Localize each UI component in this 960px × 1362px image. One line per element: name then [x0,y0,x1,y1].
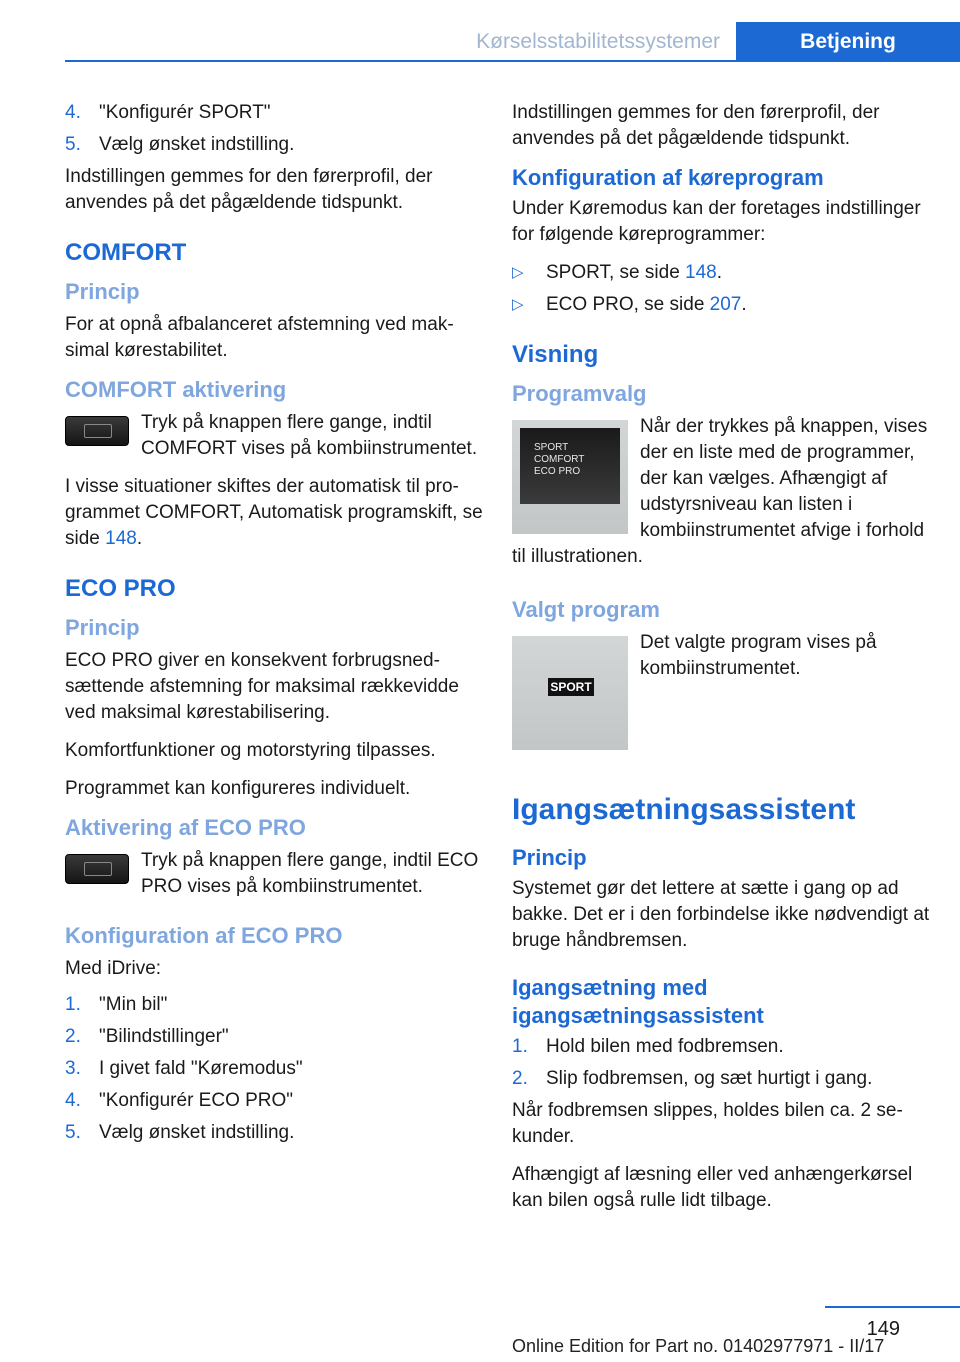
heading-programvalg: Programvalg [512,381,647,406]
display-option: ECO PRO [534,466,581,477]
list-item [65,992,483,1018]
list-item-text [546,292,747,318]
step-number: 5. [65,1122,81,1143]
paragraph: For at opnå afbalanceret afstemning ved maksimal kørestabilitet. [65,314,454,361]
bullet-text: . [716,262,723,283]
step-text: Hold bilen med fodbremsen. [546,1036,784,1057]
heading-comfort-activation: COMFORT aktivering [65,377,287,402]
list-item [65,132,483,158]
valgt-program-block [512,630,930,754]
paragraph: Afhængigt af læsning eller ved anhængerkørsel kan bilen også rulle lidt tilbage. [512,1164,913,1211]
sport-indicator: SPORT [548,678,594,696]
drive-program-list [512,260,930,318]
page-header [0,0,960,62]
eco-button-instruction [65,848,483,900]
step-number: 3. [65,1058,81,1079]
step-text: Vælg ønsket indstilling. [99,134,295,155]
heading-eco-activation: Aktivering af ECO PRO [65,815,306,840]
page-link-148[interactable]: 148 [685,262,717,283]
bullet-text: . [741,294,747,315]
header-section-title: Kørselsstabilitetssystemer [476,30,720,53]
list-item [65,1120,483,1146]
step-number: 4. [65,102,81,123]
heading-drive-program-config: Konfiguration af køreprogram [512,165,824,190]
paragraph [65,474,483,552]
bullet-text: ECO PRO, se side [546,294,710,315]
right-column [512,100,930,1226]
heading-eco-config: Konfiguration af ECO PRO [65,923,343,948]
programvalg-block [512,414,930,582]
paragraph: Indstillingen gemmes for den førerprofil, der anvendes på det pågældende tidspunkt. [512,102,880,149]
edition-text: Online Edition for Part no. 01402977971 - II/17 [512,1336,885,1356]
list-item-text [546,260,722,286]
step-number: 2. [512,1068,528,1089]
heading-valgt-program: Valgt program [512,597,660,622]
paragraph: Når fodbremsen slippes, holdes bilen ca. 2 sekunder. [512,1100,903,1147]
instrument-display [520,428,620,504]
step-text: "Bilindstillinger" [99,1026,229,1047]
paragraph: ECO PRO giver en konsekvent forbrugsnedsættende afstemning for maksimal rækkevidde ved maksimal kørestabilisering. [65,650,459,723]
list-item [512,1034,930,1060]
list-item [512,1066,930,1092]
step-number: 5. [65,134,81,155]
heading-igangsaetningsassistent: Igangsætningsassistent [512,793,856,826]
footer-rule [825,1306,960,1308]
comfort-button-instruction [65,410,483,462]
paragraph: Med iDrive: [65,958,162,979]
step-text: I givet fald "Køremodus" [99,1058,303,1079]
page-link-207[interactable]: 207 [709,294,742,315]
heading-eco-pro: ECO PRO [65,575,176,602]
paragraph: Under Køremodus kan der foretages indstillinger for følgende køreprogrammer: [512,198,921,245]
heading-princip: Princip [65,615,140,640]
igangsaetning-steps [512,1034,930,1092]
step-number: 1. [65,994,81,1015]
display-option: SPORT [534,442,569,453]
step-number: 2. [65,1026,81,1047]
paragraph: Indstillingen gemmes for den førerprofil, der anvendes på det pågældende tidspunkt. [65,166,433,213]
step-text: Slip fodbremsen, og sæt hurtigt i gang. [546,1068,873,1089]
paragraph-text: . [136,528,143,549]
step-text: "Konfigurér ECO PRO" [99,1090,294,1111]
paragraph: Når der trykkes på knappen, vises der en liste med de programmer, der kan vælges. Afhængigt af udstyrsniveau kan listen i kombiinstrumentet afvige i forhold til illustrationen. [512,416,928,567]
paragraph: Systemet gør det lettere at sætte i gang op ad bakke. Det er i den forbindelse ikke nødvendigt at bruge håndbremsen. [512,878,930,951]
sport-config-steps [65,100,483,158]
list-item [512,260,930,286]
paragraph: Det valgte program vises på kombiinstrumentet. [640,632,877,679]
list-item [65,1056,483,1082]
step-number: 4. [65,1090,81,1111]
step-number: 1. [512,1036,528,1057]
heading-princip: Princip [512,845,587,870]
paragraph: Komfortfunktioner og motorstyring tilpasses. [65,740,436,761]
step-text: "Konfigurér SPORT" [99,102,271,123]
page-number: 149 [866,1318,900,1340]
left-column [65,100,483,1152]
heading-visning: Visning [512,341,599,368]
list-item [512,292,930,318]
list-item [65,1024,483,1050]
header-rule [65,60,960,62]
header-chapter-tab: Betjening [736,22,960,62]
list-item [65,100,483,126]
paragraph: Programmet kan konfigureres individuelt. [65,778,411,799]
paragraph: Tryk på knappen flere gange, indtil COMFORT vises på kombiinstrumentet. [141,412,478,459]
selected-program-illustration [512,636,628,750]
driving-mode-button-icon [65,854,129,884]
step-text: Vælg ønsket indstilling. [99,1122,295,1143]
heading-comfort: COMFORT [65,239,187,266]
triangle-bullet-icon: ▷ [512,264,524,281]
eco-config-steps [65,992,483,1146]
driving-mode-button-icon [65,416,129,446]
heading-princip: Princip [65,279,140,304]
heading-igangsaetning-med: Igangsætning med igangsætningsassistent [512,975,764,1028]
program-list-illustration [512,420,628,534]
page-link-148[interactable]: 148 [105,528,137,549]
triangle-bullet-icon: ▷ [512,296,524,313]
step-text: "Min bil" [99,994,168,1015]
display-option: COMFORT [534,454,585,465]
paragraph-text: I visse situationer skiftes der automatisk til programmet COMFORT, Automatisk programskift, se side [65,476,483,549]
list-item [65,1088,483,1114]
paragraph: Tryk på knappen flere gange, indtil ECO PRO vises på kombiinstrumentet. [141,850,479,897]
bullet-text: SPORT, se side [546,262,686,283]
